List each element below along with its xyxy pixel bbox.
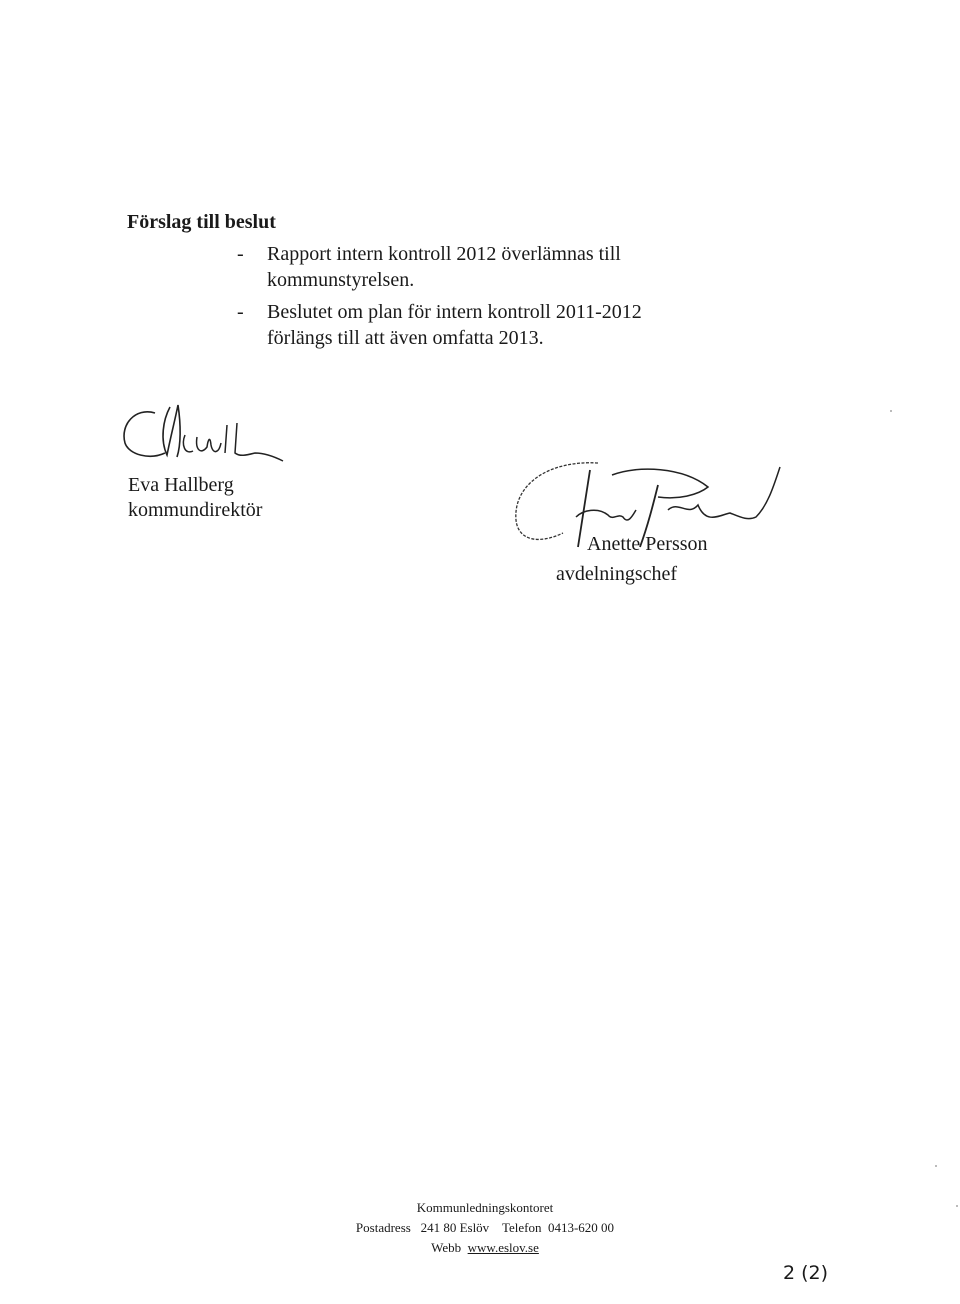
proposal-heading: Förslag till beslut bbox=[127, 211, 276, 233]
list-item-line: Beslutet om plan för intern kontroll 2011-2012 bbox=[267, 301, 642, 323]
page-number: 2 (2) bbox=[783, 1262, 829, 1284]
bullet-dash: - bbox=[237, 301, 244, 323]
signer-title: kommundirektör bbox=[128, 499, 263, 521]
postal-label: Postadress bbox=[355, 1220, 411, 1235]
footer-office: Kommunledningskontoret bbox=[416, 1200, 554, 1215]
web-label: Webb bbox=[431, 1240, 462, 1255]
list-item-line: Rapport intern kontroll 2012 överlämnas till bbox=[267, 243, 621, 265]
list-item-line: förlängs till att även omfatta 2013. bbox=[267, 327, 544, 349]
postal-value: 241 80 Eslöv bbox=[420, 1220, 490, 1235]
list-item bbox=[267, 299, 747, 351]
signature-eva-hallberg bbox=[115, 395, 295, 475]
scan-speck bbox=[956, 1205, 958, 1207]
web-link[interactable]: www.eslov.se bbox=[467, 1240, 539, 1255]
scan-speck bbox=[935, 1165, 937, 1167]
phone-label: Telefon bbox=[501, 1220, 542, 1235]
signer-title: avdelningschef bbox=[556, 563, 678, 585]
phone-value: 0413-620 00 bbox=[547, 1220, 615, 1235]
footer bbox=[285, 1198, 685, 1258]
scan-speck bbox=[890, 410, 892, 412]
bullet-dash: - bbox=[237, 243, 244, 265]
list-item-line: kommunstyrelsen. bbox=[267, 269, 415, 291]
footer-contact-line bbox=[285, 1218, 685, 1238]
footer-web-line bbox=[285, 1238, 685, 1258]
signer-name: Anette Persson bbox=[587, 533, 708, 555]
list-item bbox=[267, 241, 747, 293]
signer-name: Eva Hallberg bbox=[128, 474, 234, 496]
